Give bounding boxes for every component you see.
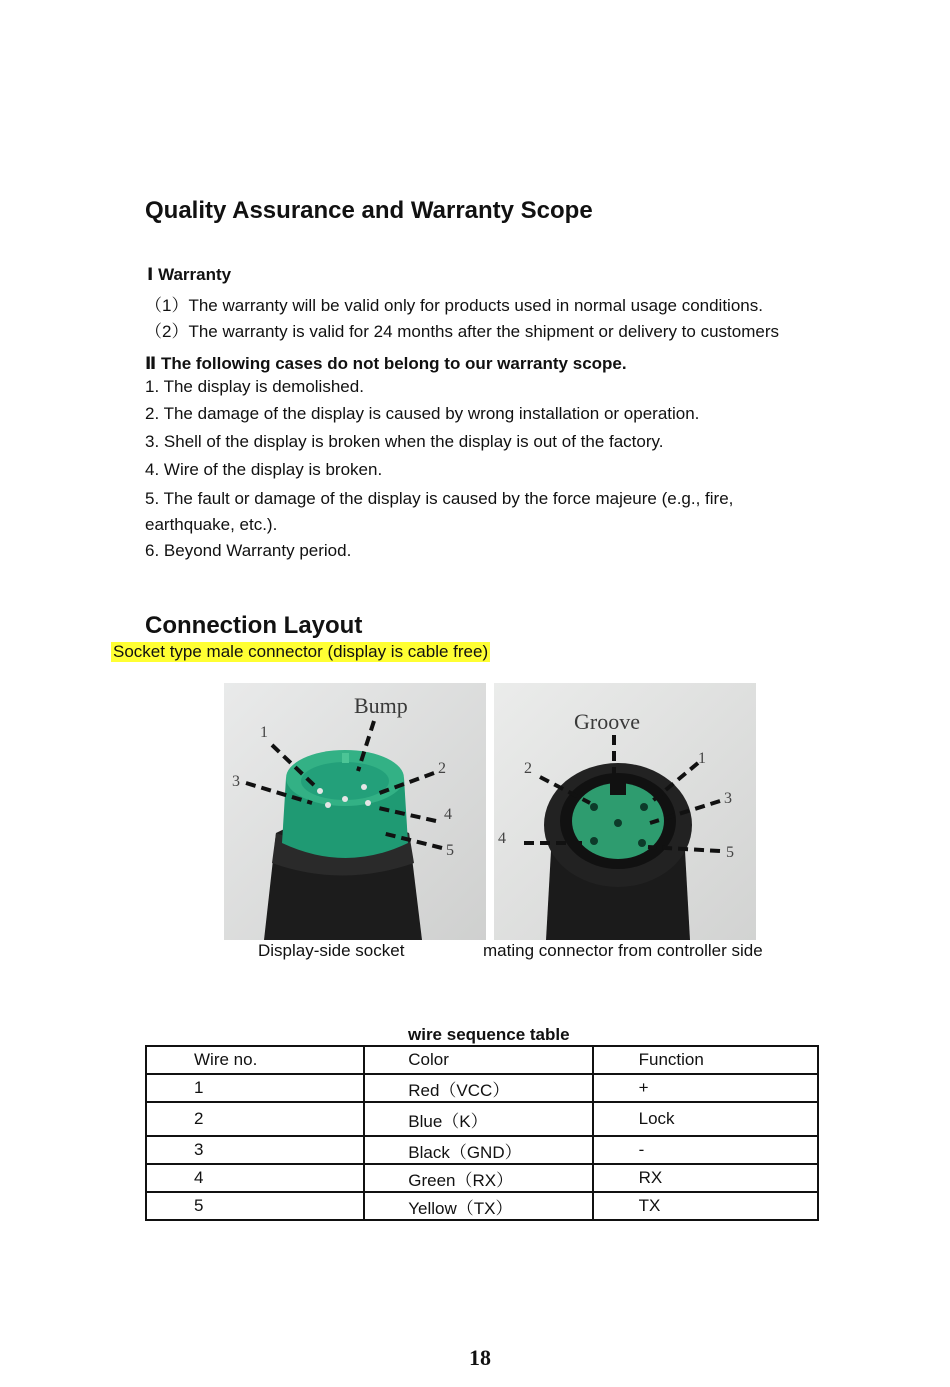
table-header-cell: Function xyxy=(593,1046,818,1074)
pin-label: 2 xyxy=(438,760,446,777)
table-cell: 1 xyxy=(146,1074,364,1102)
display-side-socket-photo xyxy=(224,683,486,940)
exclusion-item: 3. Shell of the display is broken when the display is out of the factory. xyxy=(145,432,664,451)
table-cell: Black（GND） xyxy=(364,1136,592,1164)
table-cell: Yellow（TX） xyxy=(364,1192,592,1220)
table-header-row xyxy=(146,1046,818,1074)
exclusion-item: 2. The damage of the display is caused by wrong installation or operation. xyxy=(145,404,700,423)
pin-label: 5 xyxy=(446,842,454,859)
section-exclusions-heading xyxy=(145,354,627,374)
table-cell: 4 xyxy=(146,1164,364,1192)
table-header-cell: Wire no. xyxy=(146,1046,364,1074)
warranty-item: （1）The warranty will be valid only for products used in normal usage conditions. xyxy=(145,296,763,315)
table-row xyxy=(146,1102,818,1136)
page-number: 18 xyxy=(469,1345,491,1370)
table-cell: TX xyxy=(593,1192,818,1220)
connection-layout-title: Connection Layout xyxy=(145,612,363,639)
controller-side-caption: mating connector from controller side xyxy=(483,941,763,960)
table-cell: + xyxy=(593,1074,818,1102)
exclusion-item: 6. Beyond Warranty period. xyxy=(145,541,352,560)
table-cell: 2 xyxy=(146,1102,364,1136)
page-title: Quality Assurance and Warranty Scope xyxy=(145,197,593,224)
pin-label: 1 xyxy=(698,750,706,767)
display-side-caption: Display-side socket xyxy=(258,941,405,960)
table-cell: 3 xyxy=(146,1136,364,1164)
exclusion-item: 1. The display is demolished. xyxy=(145,377,364,396)
table-cell: 5 xyxy=(146,1192,364,1220)
wire-table-title: wire sequence table xyxy=(408,1025,570,1044)
pin-label: 3 xyxy=(724,790,732,807)
table-cell: Green（RX） xyxy=(364,1164,592,1192)
section-heading-text: The following cases do not belong to our warranty scope. xyxy=(160,354,627,373)
pin-label: 5 xyxy=(726,844,734,861)
section-heading-text: Warranty xyxy=(158,265,232,284)
pin-label: 2 xyxy=(524,760,532,777)
pin-label: 4 xyxy=(498,830,506,847)
connector-type-highlight: Socket type male connector (display is cable free) xyxy=(113,642,489,661)
table-cell: RX xyxy=(593,1164,818,1192)
exclusion-item: 5. The fault or damage of the display is caused by the force majeure (e.g., fire, xyxy=(145,489,734,508)
wire-sequence-table xyxy=(145,1045,819,1221)
exclusion-item: earthquake, etc.). xyxy=(145,515,278,534)
exclusion-item: 4. Wire of the display is broken. xyxy=(145,460,383,479)
pin-label: 4 xyxy=(444,806,452,823)
table-cell: Blue（K） xyxy=(364,1102,592,1136)
table-cell: Red（VCC） xyxy=(364,1074,592,1102)
groove-label: Groove xyxy=(574,709,640,734)
table-row xyxy=(146,1164,818,1192)
table-cell: Lock xyxy=(593,1102,818,1136)
table-header-cell: Color xyxy=(364,1046,592,1074)
table-row xyxy=(146,1136,818,1164)
pin-label: 3 xyxy=(232,773,240,790)
table-row xyxy=(146,1074,818,1102)
warranty-item: （2）The warranty is valid for 24 months after the shipment or delivery to customers xyxy=(145,322,779,341)
bump-label: Bump xyxy=(354,693,408,718)
table-row xyxy=(146,1192,818,1220)
pin-label: 1 xyxy=(260,724,268,741)
section-warranty-heading xyxy=(147,265,231,285)
section-number: Ⅱ xyxy=(145,354,157,373)
controller-side-connector-photo xyxy=(494,683,756,940)
section-number: Ⅰ xyxy=(147,265,154,284)
table-cell: - xyxy=(593,1136,818,1164)
